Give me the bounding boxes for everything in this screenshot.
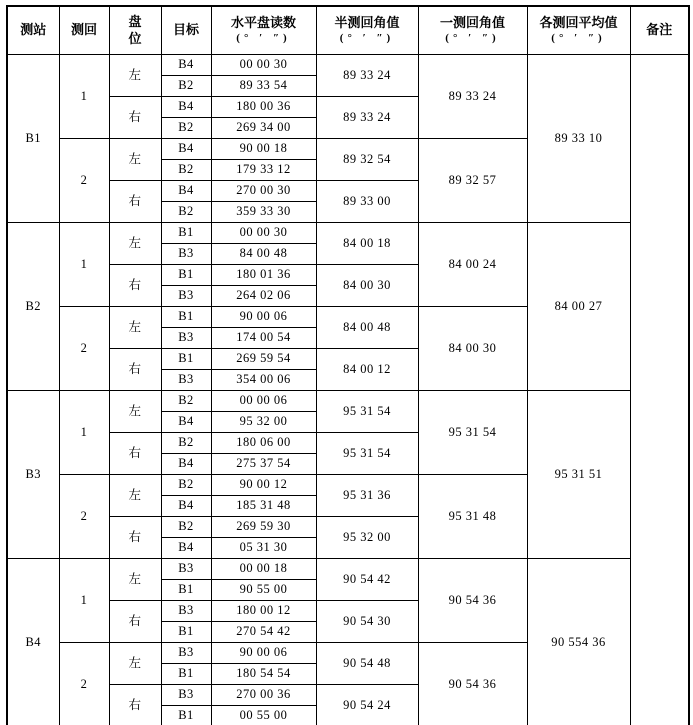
reading-cell: 269 59 30	[211, 516, 316, 537]
reading-cell: 275 37 54	[211, 453, 316, 474]
reading-cell: 00 00 06	[211, 390, 316, 411]
half-angle-cell: 84 00 48	[316, 306, 418, 348]
header-round-average	[527, 6, 630, 54]
reading-cell: 180 06 00	[211, 432, 316, 453]
target-cell: B1	[161, 579, 211, 600]
header-reading-unit: (° ′ ″)	[236, 32, 291, 44]
station-cell: B2	[7, 222, 59, 390]
half-angle-cell: 95 31 54	[316, 390, 418, 432]
half-angle-cell: 89 33 24	[316, 96, 418, 138]
half-angle-cell: 90 54 30	[316, 600, 418, 642]
target-cell: B3	[161, 243, 211, 264]
reading-cell: 174 00 54	[211, 327, 316, 348]
reading-cell: 359 33 30	[211, 201, 316, 222]
header-one-round-angle-label: 一测回角值	[439, 14, 505, 30]
half-angle-cell: 95 31 54	[316, 432, 418, 474]
reading-cell: 00 00 18	[211, 558, 316, 579]
header-one-round-angle-unit: (° ′ ″)	[445, 32, 500, 44]
one-round-angle-cell: 89 32 57	[418, 138, 527, 222]
half-angle-cell: 90 54 24	[316, 684, 418, 725]
reading-cell: 00 00 30	[211, 222, 316, 243]
table-row	[7, 390, 689, 411]
target-cell: B4	[161, 96, 211, 117]
target-cell: B1	[161, 222, 211, 243]
round-cell: 2	[59, 138, 109, 222]
face-cell: 右	[109, 264, 161, 306]
reading-cell: 270 00 30	[211, 180, 316, 201]
target-cell: B3	[161, 642, 211, 663]
reading-cell: 90 00 12	[211, 474, 316, 495]
header-one-round-angle	[418, 6, 527, 54]
target-cell: B2	[161, 390, 211, 411]
target-cell: B1	[161, 264, 211, 285]
reading-cell: 179 33 12	[211, 159, 316, 180]
face-cell: 左	[109, 390, 161, 432]
header-station	[7, 6, 59, 54]
header-station-label: 测站	[20, 22, 47, 38]
face-cell: 左	[109, 642, 161, 684]
face-cell: 左	[109, 138, 161, 180]
average-cell: 84 00 27	[527, 222, 630, 390]
round-cell: 2	[59, 474, 109, 558]
round-cell: 2	[59, 306, 109, 390]
reading-cell: 270 00 36	[211, 684, 316, 705]
reading-cell: 269 59 54	[211, 348, 316, 369]
round-cell: 1	[59, 222, 109, 306]
face-cell: 右	[109, 600, 161, 642]
face-cell: 左	[109, 558, 161, 600]
reading-cell: 180 01 36	[211, 264, 316, 285]
half-angle-cell: 90 54 42	[316, 558, 418, 600]
header-row	[7, 6, 689, 54]
header-target	[161, 6, 211, 54]
half-angle-cell: 90 54 48	[316, 642, 418, 684]
average-cell: 89 33 10	[527, 54, 630, 222]
round-cell: 1	[59, 390, 109, 474]
reading-cell: 180 54 54	[211, 663, 316, 684]
face-cell: 右	[109, 348, 161, 390]
target-cell: B1	[161, 705, 211, 725]
reading-cell: 180 00 36	[211, 96, 316, 117]
face-cell: 右	[109, 180, 161, 222]
face-cell: 右	[109, 684, 161, 725]
reading-cell: 90 55 00	[211, 579, 316, 600]
half-angle-cell: 89 33 24	[316, 54, 418, 96]
target-cell: B2	[161, 432, 211, 453]
reading-cell: 90 00 06	[211, 642, 316, 663]
reading-cell: 270 54 42	[211, 621, 316, 642]
header-half-angle	[316, 6, 418, 54]
target-cell: B4	[161, 138, 211, 159]
reading-cell: 90 00 18	[211, 138, 316, 159]
round-cell: 2	[59, 642, 109, 725]
target-cell: B4	[161, 537, 211, 558]
target-cell: B2	[161, 516, 211, 537]
target-cell: B4	[161, 495, 211, 516]
half-angle-cell: 84 00 12	[316, 348, 418, 390]
face-cell: 左	[109, 54, 161, 96]
target-cell: B1	[161, 348, 211, 369]
half-angle-cell: 89 33 00	[316, 180, 418, 222]
remark-cell	[630, 54, 689, 725]
average-cell: 95 31 51	[527, 390, 630, 558]
station-cell: B3	[7, 390, 59, 558]
half-angle-cell: 84 00 18	[316, 222, 418, 264]
reading-cell: 84 00 48	[211, 243, 316, 264]
table-row	[7, 222, 689, 243]
header-round-average-unit: (° ′ ″)	[551, 32, 606, 44]
reading-cell: 269 34 00	[211, 117, 316, 138]
header-remark-label: 备注	[646, 22, 673, 38]
target-cell: B1	[161, 621, 211, 642]
reading-cell: 90 00 06	[211, 306, 316, 327]
reading-cell: 354 00 06	[211, 369, 316, 390]
face-cell: 左	[109, 306, 161, 348]
station-cell: B4	[7, 558, 59, 725]
target-cell: B1	[161, 663, 211, 684]
reading-cell: 05 31 30	[211, 537, 316, 558]
target-cell: B2	[161, 75, 211, 96]
target-cell: B3	[161, 558, 211, 579]
header-round	[59, 6, 109, 54]
half-angle-cell: 84 00 30	[316, 264, 418, 306]
reading-cell: 264 02 06	[211, 285, 316, 306]
target-cell: B2	[161, 117, 211, 138]
face-cell: 左	[109, 474, 161, 516]
face-cell: 右	[109, 432, 161, 474]
target-cell: B3	[161, 600, 211, 621]
round-cell: 1	[59, 54, 109, 138]
one-round-angle-cell: 95 31 54	[418, 390, 527, 474]
table-row	[7, 54, 689, 75]
half-angle-cell: 89 32 54	[316, 138, 418, 180]
target-cell: B2	[161, 159, 211, 180]
header-reading-label: 水平盘读数	[230, 14, 296, 30]
target-cell: B3	[161, 684, 211, 705]
face-cell: 左	[109, 222, 161, 264]
reading-cell: 00 00 30	[211, 54, 316, 75]
reading-cell: 00 55 00	[211, 705, 316, 725]
reading-cell: 95 32 00	[211, 411, 316, 432]
observation-table-body	[7, 54, 689, 725]
target-cell: B4	[161, 411, 211, 432]
table-row	[7, 558, 689, 579]
target-cell: B3	[161, 369, 211, 390]
face-cell: 右	[109, 516, 161, 558]
half-angle-cell: 95 31 36	[316, 474, 418, 516]
target-cell: B4	[161, 54, 211, 75]
header-face-label: 盘位	[128, 13, 142, 47]
reading-cell: 185 31 48	[211, 495, 316, 516]
header-half-angle-unit: (° ′ ″)	[339, 32, 395, 44]
half-angle-cell: 95 32 00	[316, 516, 418, 558]
target-cell: B4	[161, 180, 211, 201]
round-cell: 1	[59, 558, 109, 642]
one-round-angle-cell: 89 33 24	[418, 54, 527, 138]
reading-cell: 180 00 12	[211, 600, 316, 621]
target-cell: B2	[161, 201, 211, 222]
one-round-angle-cell: 95 31 48	[418, 474, 527, 558]
header-half-angle-label: 半测回角值	[334, 14, 400, 30]
target-cell: B3	[161, 285, 211, 306]
header-target-label: 目标	[172, 22, 199, 38]
station-cell: B1	[7, 54, 59, 222]
one-round-angle-cell: 90 54 36	[418, 642, 527, 725]
one-round-angle-cell: 90 54 36	[418, 558, 527, 642]
header-round-average-label: 各测回平均值	[539, 14, 618, 30]
one-round-angle-cell: 84 00 30	[418, 306, 527, 390]
reading-cell: 89 33 54	[211, 75, 316, 96]
target-cell: B4	[161, 453, 211, 474]
header-round-label: 测回	[70, 22, 97, 38]
one-round-angle-cell: 84 00 24	[418, 222, 527, 306]
horizontal-angle-observation-table	[6, 5, 690, 725]
average-cell: 90 554 36	[527, 558, 630, 725]
target-cell: B2	[161, 474, 211, 495]
header-remark	[630, 6, 689, 54]
face-cell: 右	[109, 96, 161, 138]
header-reading	[211, 6, 316, 54]
target-cell: B3	[161, 327, 211, 348]
target-cell: B1	[161, 306, 211, 327]
header-face	[109, 6, 161, 54]
